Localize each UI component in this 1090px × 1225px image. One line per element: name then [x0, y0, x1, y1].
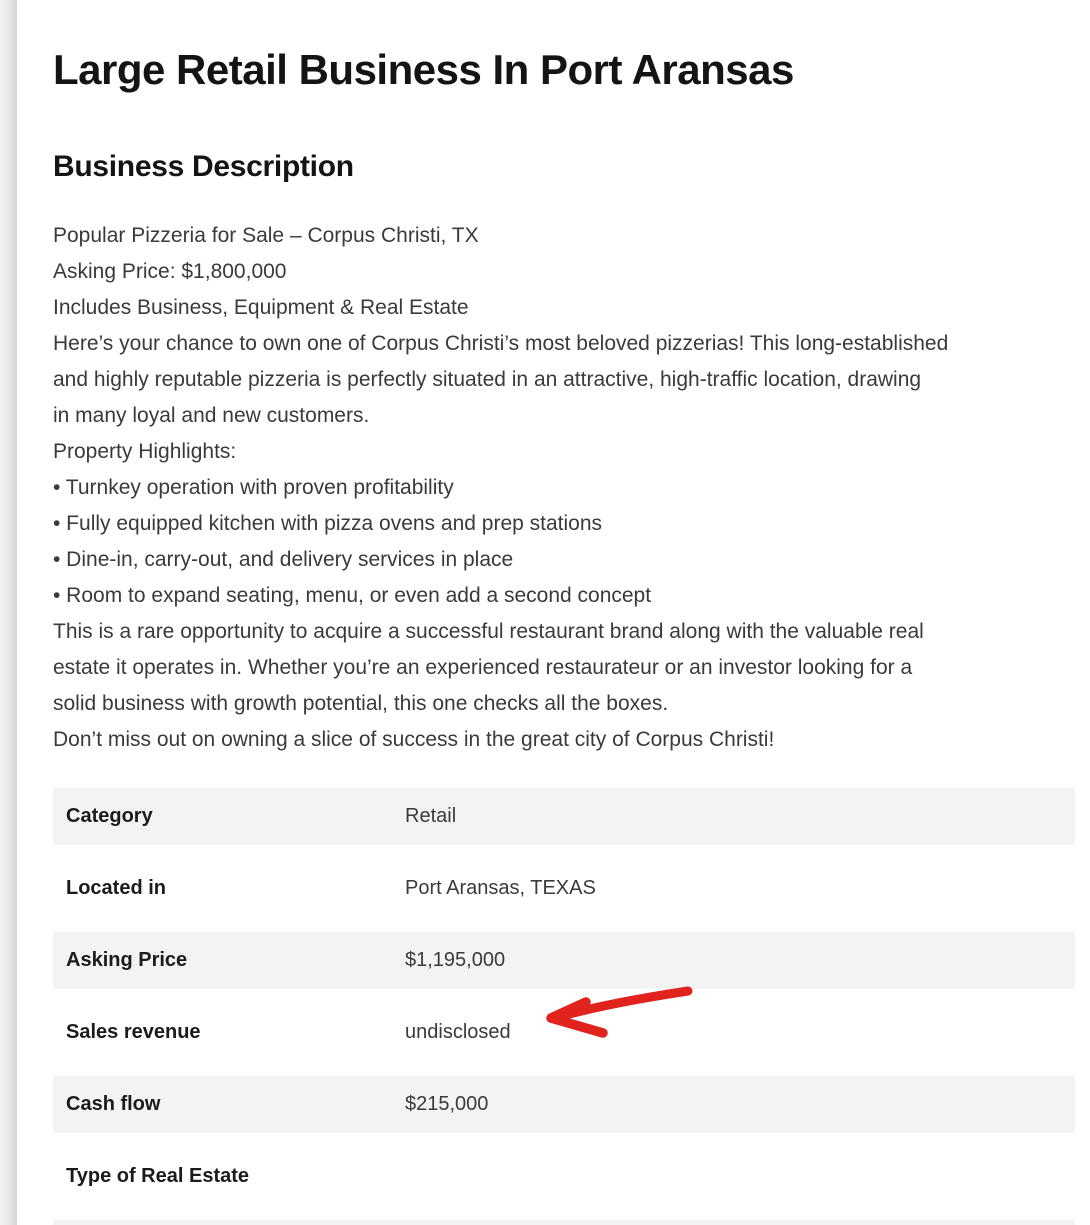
row-label: Category	[66, 805, 153, 827]
section-heading-business-description: Business Description	[53, 150, 354, 183]
table-row	[53, 1076, 1075, 1133]
row-label: Located in	[66, 877, 167, 899]
row-value: $215,000	[405, 1093, 489, 1115]
description-line: in many loyal and new customers.	[53, 404, 370, 427]
table-row	[53, 788, 1075, 845]
table-row	[53, 860, 1075, 917]
description-line: and highly reputable pizzeria is perfectly situated in an attractive, high-traffic location, drawing	[53, 368, 922, 391]
description-line: • Fully equipped kitchen with pizza ovens and prep stations	[53, 512, 603, 535]
row-label: Asking Price	[66, 949, 188, 971]
description-line: Popular Pizzeria for Sale – Corpus Christi, TX	[53, 224, 479, 247]
description-line: • Dine-in, carry-out, and delivery services in place	[53, 548, 514, 571]
description-line: This is a rare opportunity to acquire a successful restaurant brand along with the valuable real	[53, 620, 924, 643]
row-value: $1,195,000	[405, 949, 506, 971]
table-row	[53, 1004, 1075, 1061]
row-value: Retail	[405, 805, 457, 827]
description-line: estate it operates in. Whether you’re an experienced restaurateur or an investor looking for a	[53, 656, 913, 679]
row-label: Cash flow	[66, 1093, 161, 1115]
description-line: • Room to expand seating, menu, or even add a second concept	[53, 584, 652, 607]
page-title: Large Retail Business In Port Aransas	[53, 46, 794, 93]
row-value: undisclosed	[405, 1021, 511, 1043]
description-line: Asking Price: $1,800,000	[53, 260, 287, 283]
table-row	[53, 932, 1075, 989]
description-line: Property Highlights:	[53, 440, 237, 463]
description-line: solid business with growth potential, this one checks all the boxes.	[53, 692, 669, 715]
description-line: Don’t miss out on owning a slice of success in the great city of Corpus Christi!	[53, 728, 775, 751]
row-label: Type of Real Estate	[66, 1165, 250, 1187]
listing-content	[53, 0, 1075, 1225]
listing-details-table	[53, 788, 1075, 1225]
row-value: Port Aransas, TEXAS	[405, 877, 596, 899]
description-line: Here’s your chance to own one of Corpus Christi’s most beloved pizzerias! This long-established	[53, 332, 949, 355]
description-line: • Turnkey operation with proven profitability	[53, 476, 454, 499]
description-line: Includes Business, Equipment & Real Estate	[53, 296, 469, 319]
row-label: Sales revenue	[66, 1021, 201, 1043]
table-row	[53, 1148, 1075, 1205]
table-row	[53, 1220, 1075, 1225]
business-description-text	[53, 218, 1075, 758]
page-edge-shadow	[0, 0, 17, 1225]
